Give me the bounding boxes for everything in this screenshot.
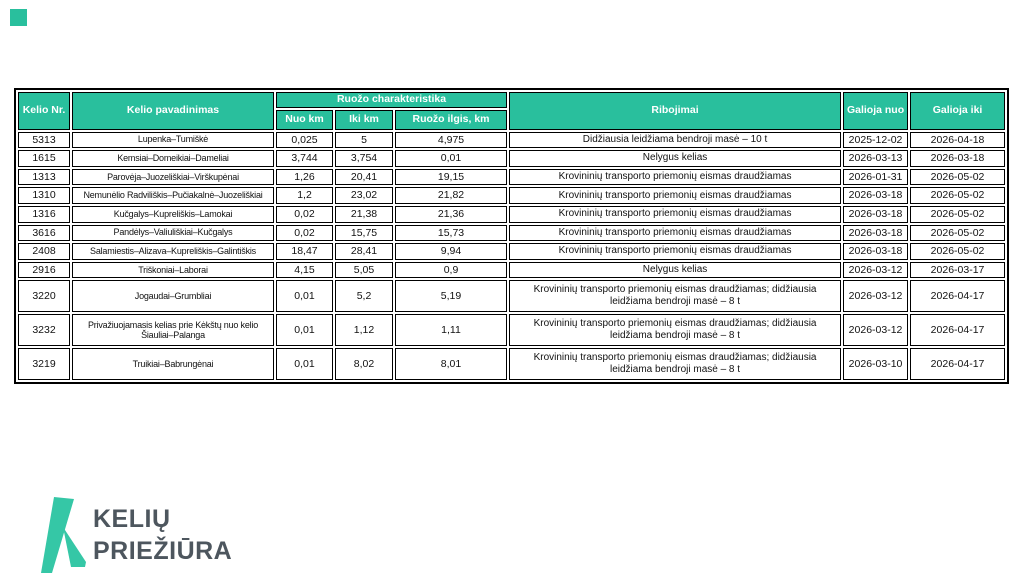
cell-galioja-nuo: 2026-03-18	[843, 225, 908, 242]
cell-iki-km: 23,02	[335, 187, 393, 204]
cell-kelio-nr: 1313	[18, 169, 70, 186]
cell-kelio-pavadinimas: Triškoniai–Laborai	[72, 262, 274, 279]
cell-galioja-iki: 2026-05-02	[910, 187, 1005, 204]
cell-nuo-km: 1,2	[276, 187, 333, 204]
keliu-prieziura-logo-icon	[40, 496, 87, 573]
header-ruozo-charakteristika: Ruožo charakteristika	[276, 92, 507, 108]
cell-iki-km: 1,12	[335, 314, 393, 346]
cell-ribojimai: Krovininių transporto priemonių eismas draudžiamas	[509, 169, 841, 186]
header-kelio-pavadinimas: Kelio pavadinimas	[72, 92, 274, 130]
table-body	[18, 132, 1005, 381]
cell-nuo-km: 0,02	[276, 225, 333, 242]
cell-ribojimai: Krovininių transporto priemonių eismas draudžiamas	[509, 187, 841, 204]
cell-nuo-km: 0,025	[276, 132, 333, 149]
cell-galioja-nuo: 2026-03-13	[843, 150, 908, 167]
cell-kelio-nr: 1615	[18, 150, 70, 167]
table-row	[18, 132, 1005, 149]
table-row	[18, 169, 1005, 186]
cell-galioja-iki: 2026-03-18	[910, 150, 1005, 167]
table-header	[18, 92, 1005, 130]
table-row	[18, 150, 1005, 167]
cell-galioja-nuo: 2026-03-18	[843, 243, 908, 260]
corner-marker	[10, 9, 27, 26]
cell-kelio-pavadinimas: Kemsiai–Domeikiai–Dameliai	[72, 150, 274, 167]
cell-ruozo-ilgis: 19,15	[395, 169, 507, 186]
table-row	[18, 225, 1005, 242]
cell-kelio-pavadinimas: Lupenka–Tumiškė	[72, 132, 274, 149]
cell-ruozo-ilgis: 21,82	[395, 187, 507, 204]
table-row	[18, 243, 1005, 260]
keliu-prieziura-logo	[40, 496, 232, 573]
cell-nuo-km: 18,47	[276, 243, 333, 260]
cell-galioja-iki: 2026-04-17	[910, 314, 1005, 346]
cell-ruozo-ilgis: 5,19	[395, 280, 507, 312]
cell-kelio-nr: 3219	[18, 348, 70, 380]
logo-line1: KELIŲ	[93, 504, 171, 533]
cell-ribojimai: Krovininių transporto priemonių eismas draudžiamas; didžiausia leidžiama bendroji masė – 8 t	[509, 280, 841, 312]
cell-kelio-pavadinimas: Jogaudai–Grumbliai	[72, 280, 274, 312]
cell-iki-km: 21,38	[335, 206, 393, 223]
header-kelio-nr: Kelio Nr.	[18, 92, 70, 130]
cell-kelio-pavadinimas: Salamiestis–Alizava–Kupreliškis–Galintiškis	[72, 243, 274, 260]
cell-kelio-nr: 2916	[18, 262, 70, 279]
cell-ribojimai: Nelygus kelias	[509, 262, 841, 279]
cell-galioja-iki: 2026-05-02	[910, 169, 1005, 186]
cell-galioja-iki: 2026-04-18	[910, 132, 1005, 149]
cell-ribojimai: Nelygus kelias	[509, 150, 841, 167]
cell-kelio-nr: 1310	[18, 187, 70, 204]
cell-ribojimai: Krovininių transporto priemonių eismas draudžiamas	[509, 225, 841, 242]
table-row	[18, 348, 1005, 380]
header-nuo-km: Nuo km	[276, 110, 333, 130]
header-ribojimai: Ribojimai	[509, 92, 841, 130]
cell-galioja-nuo: 2026-03-18	[843, 187, 908, 204]
cell-kelio-nr: 3232	[18, 314, 70, 346]
cell-ruozo-ilgis: 1,11	[395, 314, 507, 346]
cell-galioja-iki: 2026-03-17	[910, 262, 1005, 279]
cell-galioja-iki: 2026-04-17	[910, 280, 1005, 312]
cell-ruozo-ilgis: 4,975	[395, 132, 507, 149]
table-row	[18, 280, 1005, 312]
cell-nuo-km: 1,26	[276, 169, 333, 186]
cell-iki-km: 20,41	[335, 169, 393, 186]
table-row	[18, 262, 1005, 279]
road-restrictions-table	[14, 88, 1009, 384]
cell-galioja-iki: 2026-05-02	[910, 225, 1005, 242]
cell-nuo-km: 0,02	[276, 206, 333, 223]
table-row	[18, 206, 1005, 223]
logo-line2: PRIEŽIŪRA	[93, 536, 233, 565]
cell-galioja-iki: 2026-04-17	[910, 348, 1005, 380]
cell-ruozo-ilgis: 8,01	[395, 348, 507, 380]
cell-kelio-nr: 3616	[18, 225, 70, 242]
cell-kelio-nr: 5313	[18, 132, 70, 149]
cell-iki-km: 3,754	[335, 150, 393, 167]
cell-ribojimai: Krovininių transporto priemonių eismas draudžiamas	[509, 206, 841, 223]
cell-iki-km: 5,05	[335, 262, 393, 279]
cell-kelio-pavadinimas: Nemunėlio Radviliškis–Pučiakalnė–Juozeliškiai	[72, 187, 274, 204]
header-galioja-iki: Galioja iki	[910, 92, 1005, 130]
cell-galioja-iki: 2026-05-02	[910, 243, 1005, 260]
cell-kelio-pavadinimas: Privažiuojamasis kelias prie Kėkštų nuo kelio Šiauliai–Palanga	[72, 314, 274, 346]
cell-galioja-nuo: 2025-12-02	[843, 132, 908, 149]
cell-kelio-pavadinimas: Kučgalys–Kupreliškis–Lamokai	[72, 206, 274, 223]
cell-ruozo-ilgis: 21,36	[395, 206, 507, 223]
cell-kelio-nr: 2408	[18, 243, 70, 260]
header-ruozo-ilgis: Ruožo ilgis, km	[395, 110, 507, 130]
cell-galioja-iki: 2026-05-02	[910, 206, 1005, 223]
cell-galioja-nuo: 2026-03-12	[843, 314, 908, 346]
header-galioja-nuo: Galioja nuo	[843, 92, 908, 130]
cell-kelio-nr: 3220	[18, 280, 70, 312]
cell-nuo-km: 0,01	[276, 280, 333, 312]
cell-ribojimai: Krovininių transporto priemonių eismas draudžiamas	[509, 243, 841, 260]
cell-galioja-nuo: 2026-03-12	[843, 262, 908, 279]
cell-iki-km: 8,02	[335, 348, 393, 380]
cell-kelio-pavadinimas: Pandėlys–Valiuliškiai–Kučgalys	[72, 225, 274, 242]
cell-kelio-pavadinimas: Parovėja–Juozeliškiai–Virškupėnai	[72, 169, 274, 186]
cell-nuo-km: 0,01	[276, 348, 333, 380]
cell-galioja-nuo: 2026-03-10	[843, 348, 908, 380]
table-row	[18, 187, 1005, 204]
cell-iki-km: 15,75	[335, 225, 393, 242]
cell-ruozo-ilgis: 9,94	[395, 243, 507, 260]
cell-ribojimai: Didžiausia leidžiama bendroji masė – 10 t	[509, 132, 841, 149]
cell-iki-km: 5	[335, 132, 393, 149]
cell-ribojimai: Krovininių transporto priemonių eismas draudžiamas; didžiausia leidžiama bendroji masė – 8 t	[509, 314, 841, 346]
header-iki-km: Iki km	[335, 110, 393, 130]
cell-kelio-pavadinimas: Truikiai–Babrungėnai	[72, 348, 274, 380]
cell-galioja-nuo: 2026-03-18	[843, 206, 908, 223]
cell-nuo-km: 4,15	[276, 262, 333, 279]
table-row	[18, 314, 1005, 346]
cell-ruozo-ilgis: 15,73	[395, 225, 507, 242]
cell-ruozo-ilgis: 0,01	[395, 150, 507, 167]
cell-iki-km: 28,41	[335, 243, 393, 260]
cell-nuo-km: 0,01	[276, 314, 333, 346]
cell-galioja-nuo: 2026-03-12	[843, 280, 908, 312]
logo-text	[93, 503, 232, 567]
cell-kelio-nr: 1316	[18, 206, 70, 223]
cell-ribojimai: Krovininių transporto priemonių eismas draudžiamas; didžiausia leidžiama bendroji masė – 8 t	[509, 348, 841, 380]
cell-nuo-km: 3,744	[276, 150, 333, 167]
cell-ruozo-ilgis: 0,9	[395, 262, 507, 279]
cell-iki-km: 5,2	[335, 280, 393, 312]
cell-galioja-nuo: 2026-01-31	[843, 169, 908, 186]
